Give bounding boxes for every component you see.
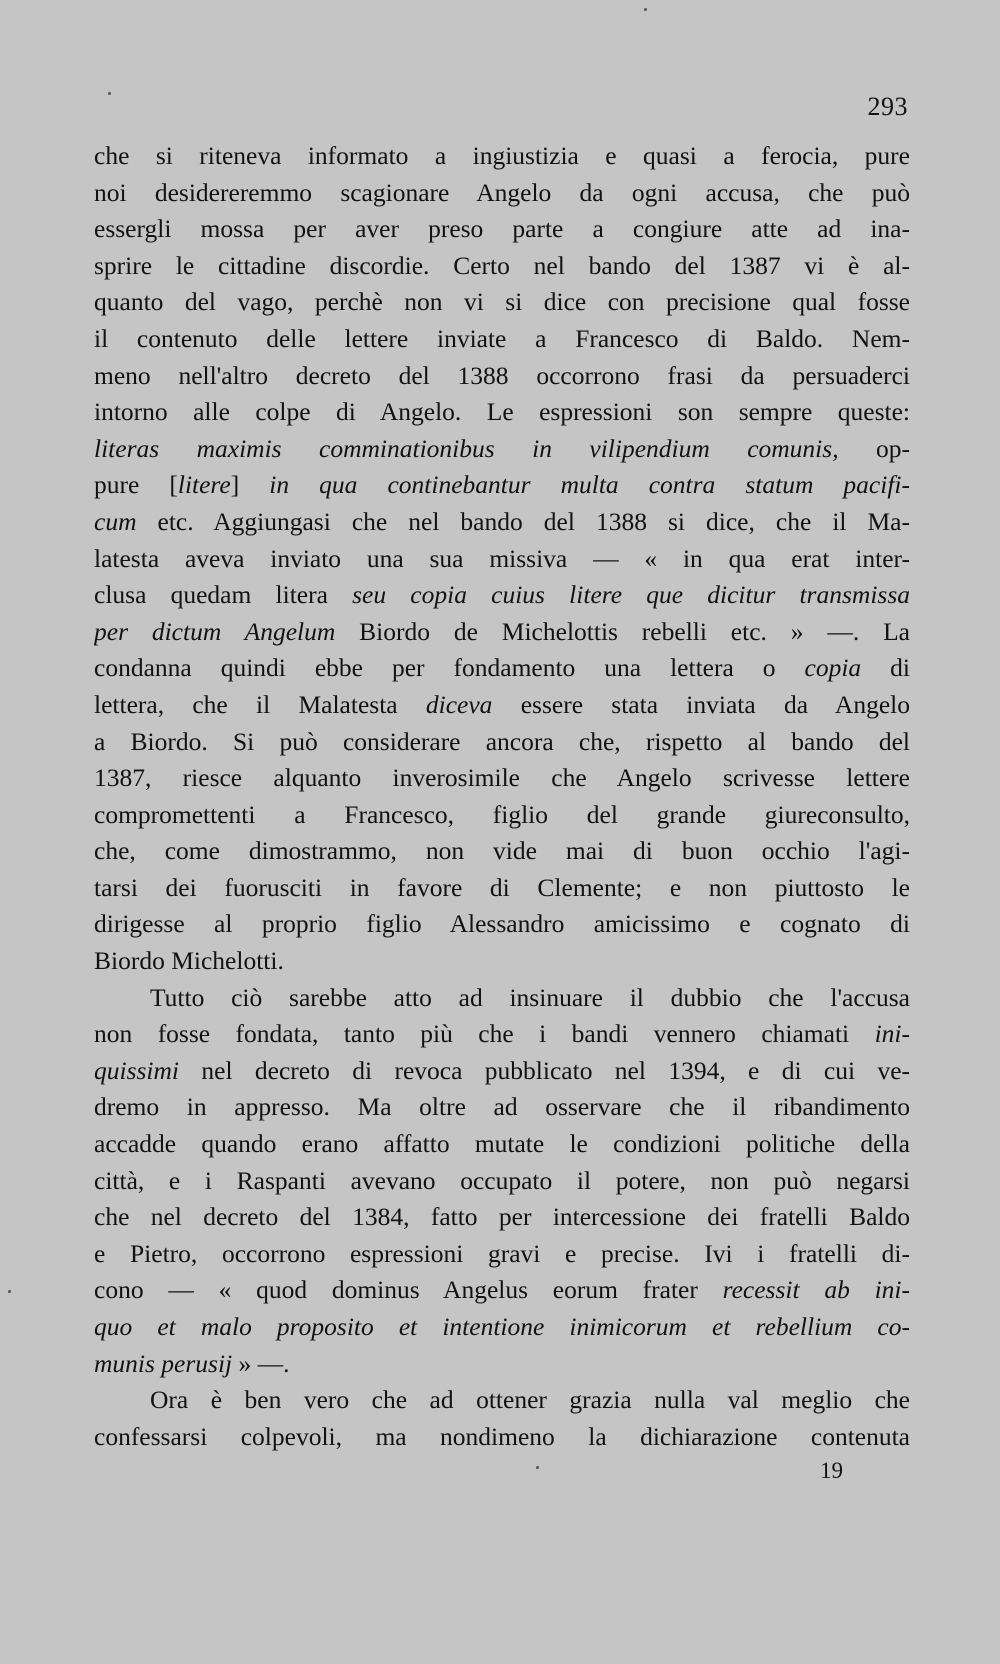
- text-line: quo et malo proposito et intentione inimicorum et rebellium co-: [94, 1312, 910, 1341]
- text-line: che nel decreto del 1384, fatto per intercessione dei fratelli Baldo: [94, 1202, 910, 1232]
- text-line: quissimi nel decreto di revoca pubblicato nel 1394, e di cui ve-: [94, 1055, 910, 1085]
- text-line: cum etc. Aggiungasi che nel bando del 1388 si dice, che il Ma-: [94, 506, 910, 536]
- text-line: che, come dimostrammo, non vide mai di buon occhio l'agi-: [94, 836, 910, 866]
- text-line: città, e i Raspanti avevano occupato il potere, non può negarsi: [94, 1165, 910, 1195]
- text-line: cono — « quod dominus Angelus eorum frater recessit ab ini-: [94, 1275, 910, 1305]
- text-line: dirigesse al proprio figlio Alessandro amicissimo e cognato di: [94, 909, 910, 939]
- paper-speck: [536, 1466, 539, 1469]
- text-line: clusa quedam litera seu copia cuius litere que dicitur transmissa: [94, 580, 910, 610]
- text-line: accadde quando erano affatto mutate le condizioni politiche della: [94, 1129, 910, 1159]
- text-line: per dictum Angelum Biordo de Michelottis rebelli etc. » —. La: [94, 616, 910, 646]
- text-line: lettera, che il Malatesta diceva essere stata inviata da Angelo: [94, 689, 910, 719]
- text-line: pure [litere] in qua continebantur multa contra statum pacifi-: [94, 470, 910, 500]
- text-line: il contenuto delle lettere inviate a Francesco di Baldo. Nem-: [94, 323, 910, 353]
- text-line: condanna quindi ebbe per fondamento una lettera o copia di: [94, 653, 910, 683]
- text-line: Tutto ciò sarebbe atto ad insinuare il dubbio che l'accusa: [150, 982, 910, 1012]
- signature-mark: 19: [820, 1458, 843, 1483]
- text-line: sprire le cittadine discordie. Certo nel bando del 1387 vi è al-: [94, 250, 910, 280]
- paper-speck: [644, 8, 647, 11]
- text-line: e Pietro, occorrono espressioni gravi e precise. Ivi i fratelli di-: [94, 1238, 910, 1268]
- page-number: 293: [867, 92, 908, 121]
- text-line: quanto del vago, perchè non vi si dice con precisione qual fosse: [94, 287, 910, 317]
- text-line: essergli mossa per aver preso parte a congiure atte ad ina-: [94, 214, 910, 244]
- text-line: 1387, riesce alquanto inverosimile che Angelo scrivesse lettere: [94, 763, 910, 793]
- text-line: noi desidereremmo scagionare Angelo da ogni accusa, che può: [94, 177, 910, 207]
- text-line: Biordo Michelotti.: [94, 946, 284, 976]
- text-line: compromettenti a Francesco, figlio del grande giureconsulto,: [94, 799, 910, 829]
- text-line: intorno alle colpe di Angelo. Le espressioni son sempre queste:: [94, 397, 910, 427]
- text-line: latesta aveva inviato una sua missiva — « in qua erat inter-: [94, 543, 910, 573]
- text-line: confessarsi colpevoli, ma nondimeno la dichiarazione contenuta: [94, 1421, 910, 1451]
- text-line: munis perusij » —.: [94, 1348, 290, 1378]
- text-line: Ora è ben vero che ad ottener grazia nulla val meglio che: [150, 1385, 910, 1415]
- paper-speck: [8, 1290, 11, 1293]
- text-line: literas maximis comminationibus in vilipendium comunis, op-: [94, 433, 910, 463]
- text-line: tarsi dei fuorusciti in favore di Clemente; e non piuttosto le: [94, 872, 910, 902]
- text-line: dremo in appresso. Ma oltre ad osservare che il ribandimento: [94, 1092, 910, 1122]
- text-line: non fosse fondata, tanto più che i bandi vennero chiamati ini-: [94, 1019, 910, 1049]
- body-text: [94, 138, 910, 1455]
- text-line: meno nell'altro decreto del 1388 occorrono frasi da persuaderci: [94, 360, 910, 390]
- text-line: a Biordo. Si può considerare ancora che, rispetto al bando del: [94, 726, 910, 756]
- paper-speck: [108, 92, 111, 95]
- text-line: che si riteneva informato a ingiustizia e quasi a ferocia, pure: [94, 141, 910, 170]
